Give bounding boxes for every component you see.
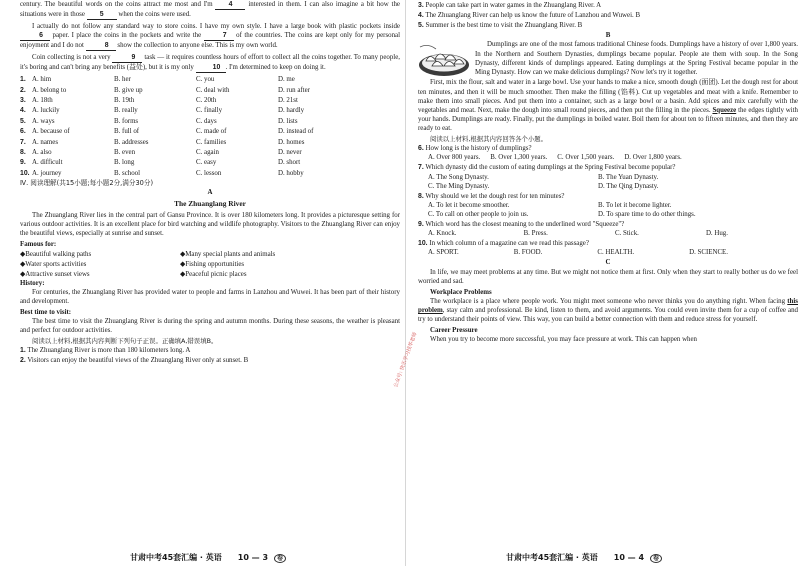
option-b[interactable]: B. school [114, 169, 141, 177]
option-b[interactable]: B. To let it become lighter. [598, 201, 672, 209]
tf-question: 1. The Zhuanglang River is more than 180 kilometers long. A [20, 347, 191, 355]
option-d[interactable]: D. hardly [278, 107, 305, 115]
option-b[interactable]: B. really [114, 107, 138, 115]
option-c[interactable]: C. days [196, 117, 217, 125]
option-c[interactable]: C. families [196, 138, 227, 146]
option-c[interactable]: C. easy [196, 159, 217, 167]
option-c[interactable]: C. Over 1,500 years. [557, 154, 615, 162]
feature-row: ◆Attractive sunset views ◆Peaceful picnic places [20, 270, 247, 278]
option-b[interactable]: B. 19th [114, 96, 135, 104]
passage-paragraph: The best time to visit the Zhuanglang River is during the spring and autumn months. During these seasons, the weather is pleasant and perfect for outdoor activities. [20, 318, 400, 335]
section-heading: Ⅳ. 阅读理解(共15小题;每小题2分,满分30分) [20, 179, 154, 188]
passage-paragraph: The Zhuanglang River lies in the central part of Gansu Province. It is over 180 kilometers long. It provides a picturesque setting for various outdoor activities. It is an excellent place for bird watching and wildlife photography. Visitors to the Zhuanglang River can enjoy the beautiful views, especially at sunrise and sunset. [20, 212, 400, 238]
option-row: 1. A. him B. her C. you D. me [20, 75, 400, 85]
passage-paragraph: century. The beautiful words on the coins attract me most and I'm 4 interested in them. I can also imagine a bit how the situations were in those 5 when the coins were used. [20, 0, 400, 20]
option-row: 10. A. journey B. school C. lesson D. hobby [20, 168, 400, 178]
option-d[interactable]: D. short [278, 159, 301, 167]
option-b[interactable]: B. The Yuan Dynasty. [598, 173, 659, 181]
option-c[interactable]: C. deal with [196, 86, 230, 94]
mc-question: 7. Which dynasty did the custom of eating dumplings at the Spring Festival become popular? A. The Song Dynasty. B. The Yuan Dynasty. C. The Ming Dynasty. D. The Qing Dynasty. [418, 163, 798, 190]
option-a[interactable]: A. Knock. [428, 230, 457, 238]
option-row: 3. A. 18th B. 19th C. 20th D. 21st [20, 95, 400, 105]
option-b[interactable]: B. forms [114, 117, 139, 125]
blank-4[interactable]: 4 [215, 0, 245, 10]
option-b[interactable]: B. long [114, 159, 135, 167]
watermark-stamp: 公众号: 快乐学习找华老师 [392, 331, 419, 389]
cloze-options [20, 75, 400, 179]
option-d[interactable]: D. Hug. [705, 230, 728, 238]
option-c[interactable]: C. again [196, 148, 219, 156]
mc-question: 6. How long is the history of dumplings? A. Over 800 years. B. Over 1,300 years. C. Over 1,500 years. D. Over 1,800 years. [418, 144, 798, 162]
option-a[interactable]: A. difficult [32, 159, 63, 167]
option-a[interactable]: A. To let it become smoother. [428, 201, 510, 209]
left-page [20, 0, 400, 566]
option-a[interactable]: A. SPORT. [428, 249, 459, 257]
option-c[interactable]: C. HEALTH. [597, 249, 635, 257]
option-c[interactable]: C. The Ming Dynasty. [428, 182, 490, 190]
subheading: History: [20, 280, 45, 288]
option-row: 4. A. luckily B. really C. finally D. hardly [20, 106, 400, 116]
blank-5[interactable]: 5 [87, 10, 117, 20]
answer-options [418, 173, 798, 191]
option-a[interactable]: A. belong to [32, 86, 67, 94]
option-a[interactable]: A. journey [32, 169, 62, 177]
passage-paragraph: When you try to become more successful, you may face pressure at work. This can happen when [430, 336, 697, 344]
logo-icon: 卷 [650, 554, 662, 563]
option-d[interactable]: D. me [278, 76, 295, 84]
option-d[interactable]: D. lists [278, 117, 298, 125]
mc-question: 10. In which column of a magazine can we read this passage? A. SPORT. B. FOOD. C. HEALTH. D. SCIENCE. [418, 239, 798, 257]
passage-paragraph: I actually do not follow any standard way to store coins. I have my own style. I have a large book with plastic pockets inside 6 paper. I place the coins in the pockets and write the 7 of the countries. The coins are kept only for my personal enjoyment and I do not 8 show the collection to anyone else. This is my own world. [20, 22, 400, 51]
page-footer: 甘肃中考45套汇编 · 英语 10 — 4 卷 [506, 553, 662, 564]
blank-10[interactable]: 10 [196, 63, 226, 73]
option-a[interactable]: A. him [32, 76, 52, 84]
underlined-word: Squeeze [712, 106, 737, 114]
option-a[interactable]: A. 18th [32, 96, 53, 104]
part-label: A [207, 189, 213, 197]
option-c[interactable]: C. finally [196, 107, 223, 115]
subheading: Famous for: [20, 240, 57, 248]
feature-row: ◆Water sports activities ◆Fishing opportunities [20, 260, 245, 268]
answer-options [418, 229, 798, 238]
passage-paragraph: Dumplings are one of the most famous traditional Chinese foods. Dumplings have a history of over 1,800 years. In the Northern and Southern Dynasties, dumplings became popular. People ate them with soup. In the Song Dynasty, different kinds of dumplings appeared. Eating dumplings at the Spring Festival became popular in the Ming Dynasty. How can we make delicious dumplings? Now let's try it together. [475, 41, 798, 76]
instruction: 阅读以上材料,根据其内容回答各个小题。 [430, 134, 548, 143]
option-d[interactable]: D. Over 1,800 years. [624, 154, 682, 162]
option-row: 9. A. difficult B. long C. easy D. short [20, 158, 400, 168]
option-b[interactable]: B. Over 1,300 years. [490, 154, 548, 162]
answer-options [418, 248, 798, 257]
option-d[interactable]: D. SCIENCE. [689, 249, 728, 257]
tf-question: 2. Visitors can enjoy the beautiful views of the Zhuanglang River only at sunset. B [20, 357, 249, 365]
option-c[interactable]: C. made of [196, 128, 227, 136]
passage-paragraph: Coin collecting is not a very 9 task — it requires countless hours of effort to collect all the coins together. To many people, it's boring and can't bring any benefits (益处), but it is my only 10 . I'm determined to keep on doing it. [20, 53, 400, 73]
option-b[interactable]: B. Press. [523, 230, 548, 238]
option-a[interactable]: A. ways [32, 117, 55, 125]
option-b[interactable]: B. addresses [114, 138, 149, 146]
option-row: 8. A. also B. even C. again D. never [20, 147, 400, 157]
subheading: Career Pressure [430, 327, 478, 335]
option-a[interactable]: A. because of [32, 128, 70, 136]
passage-paragraph: In life, we may meet problems at any time. But we might not notice them at first. Only when they start to really bother us do we feel worried and sad. [418, 268, 798, 285]
logo-icon: 卷 [274, 554, 286, 563]
option-c[interactable]: C. lesson [196, 169, 222, 177]
mc-question: 9. Which word has the closest meaning to the underlined word "Squeeze"? A. Knock. B. Press. C. Stick. D. Hug. [418, 220, 798, 238]
part-label: C [605, 259, 611, 267]
option-d[interactable]: D. 21st [278, 96, 298, 104]
option-d[interactable]: D. The Qing Dynasty. [598, 182, 659, 190]
passage-title: The Zhuanglang River [174, 199, 246, 209]
option-d[interactable]: D. run after [278, 86, 310, 94]
option-d[interactable]: D. To spare time to do other things. [598, 210, 696, 218]
passage-paragraph: For centuries, the Zhuanglang River has provided water to people and farms in Lanzhou and Wuwei. It has been part of their history and development. [20, 289, 400, 306]
option-b[interactable]: B. full of [114, 128, 140, 136]
mc-question: 8. Why should we let the dough rest for ten minutes? A. To let it become smoother. B. To let it become lighter. C. To call on other people to join us. D. To spare time to do other things. [418, 192, 798, 219]
option-c[interactable]: C. 20th [196, 96, 217, 104]
option-c[interactable]: C. you [196, 76, 215, 84]
tf-question: 4. The Zhuanglang River can help us know the future of Lanzhou and Wuwei. B [418, 12, 641, 20]
answer-options [418, 201, 798, 219]
option-b[interactable]: B. even [114, 148, 136, 156]
passage-paragraph: First, mix the flour, salt and water in a large bowl. Use your hands to make a nice, smooth dough (面团). Let the dough rest for about ten minutes, and then it will be much smoother. Then make the filling (馅料). Cut up vegetables and meat with a knife. Remember to make them into small pieces. And put them into a container, such as a large bowl or a basin. Add spices and mix carefully with the vegetables and meat. Next, make the dough into small round pieces, and then put the filling in the pieces. Squeeze the edges tightly with your hands. Dumplings are ready. Finally, put the dumplings in boiled water. Boil them for about ten to fifteen minutes, and then they are ready to eat. [418, 79, 798, 133]
option-a[interactable]: A. The Song Dynasty. [428, 173, 489, 181]
option-d[interactable]: D. hobby [278, 169, 304, 177]
blank-8[interactable]: 8 [86, 41, 116, 51]
part-label: B [605, 32, 611, 40]
option-b[interactable]: B. FOOD. [513, 249, 543, 257]
option-row: 2. A. belong to B. give up C. deal with D. run after [20, 85, 400, 95]
option-row: 7. A. names B. addresses C. families D. homes [20, 137, 400, 147]
subheading: Best time to visit: [20, 308, 72, 316]
blank-9[interactable]: 9 [112, 53, 142, 63]
option-b[interactable]: B. give up [114, 86, 143, 94]
subheading: Workplace Problems [430, 288, 492, 296]
option-c[interactable]: C. Stick. [614, 230, 639, 238]
page-divider [405, 0, 406, 566]
option-a[interactable]: A. luckily [32, 107, 60, 115]
right-page [418, 0, 798, 566]
blank-7[interactable]: 7 [204, 31, 234, 41]
dumplings-illustration [418, 41, 470, 77]
option-d[interactable]: D. homes [278, 138, 305, 146]
option-d[interactable]: D. never [278, 148, 302, 156]
instruction: 阅读以上材料,根据其内容判断下列句子正误。正确填A,错误填B。 [32, 336, 218, 345]
tf-question: 5. Summer is the best time to visit the Zhuanglang River. B [418, 22, 583, 30]
option-row: 6. A. because of B. full of C. made of D. instead of [20, 127, 400, 137]
passage-paragraph: The workplace is a place where people work. You might meet someone who never thinks you do anything right. When facing this problem, stay calm and professional. Be kind, listen to them, and avoid arguments. You could even invite them for a cup of coffee and try to understand their points of view. This way, you can build a better connection with them and reduce stress for yourself. [418, 297, 798, 324]
underlined-phrase: this problem [418, 297, 798, 315]
option-d[interactable]: D. instead of [278, 128, 314, 136]
page-footer: 甘肃中考45套汇编 · 英语 10 — 3 卷 [130, 553, 286, 564]
option-a[interactable]: A. names [32, 138, 59, 146]
option-a[interactable]: A. also [32, 148, 52, 156]
feature-row: ◆Beautiful walking paths ◆Many special plants and animals [20, 250, 276, 258]
option-a[interactable]: A. Over 800 years. [428, 154, 481, 162]
blank-6[interactable]: 6 [20, 31, 50, 41]
answer-options [418, 153, 798, 162]
tf-question: 3. People can take part in water games in the Zhuanglang River. A [418, 2, 602, 9]
option-b[interactable]: B. her [114, 76, 131, 84]
option-row: 5. A. ways B. forms C. days D. lists [20, 116, 400, 126]
option-c[interactable]: C. To call on other people to join us. [428, 210, 529, 218]
